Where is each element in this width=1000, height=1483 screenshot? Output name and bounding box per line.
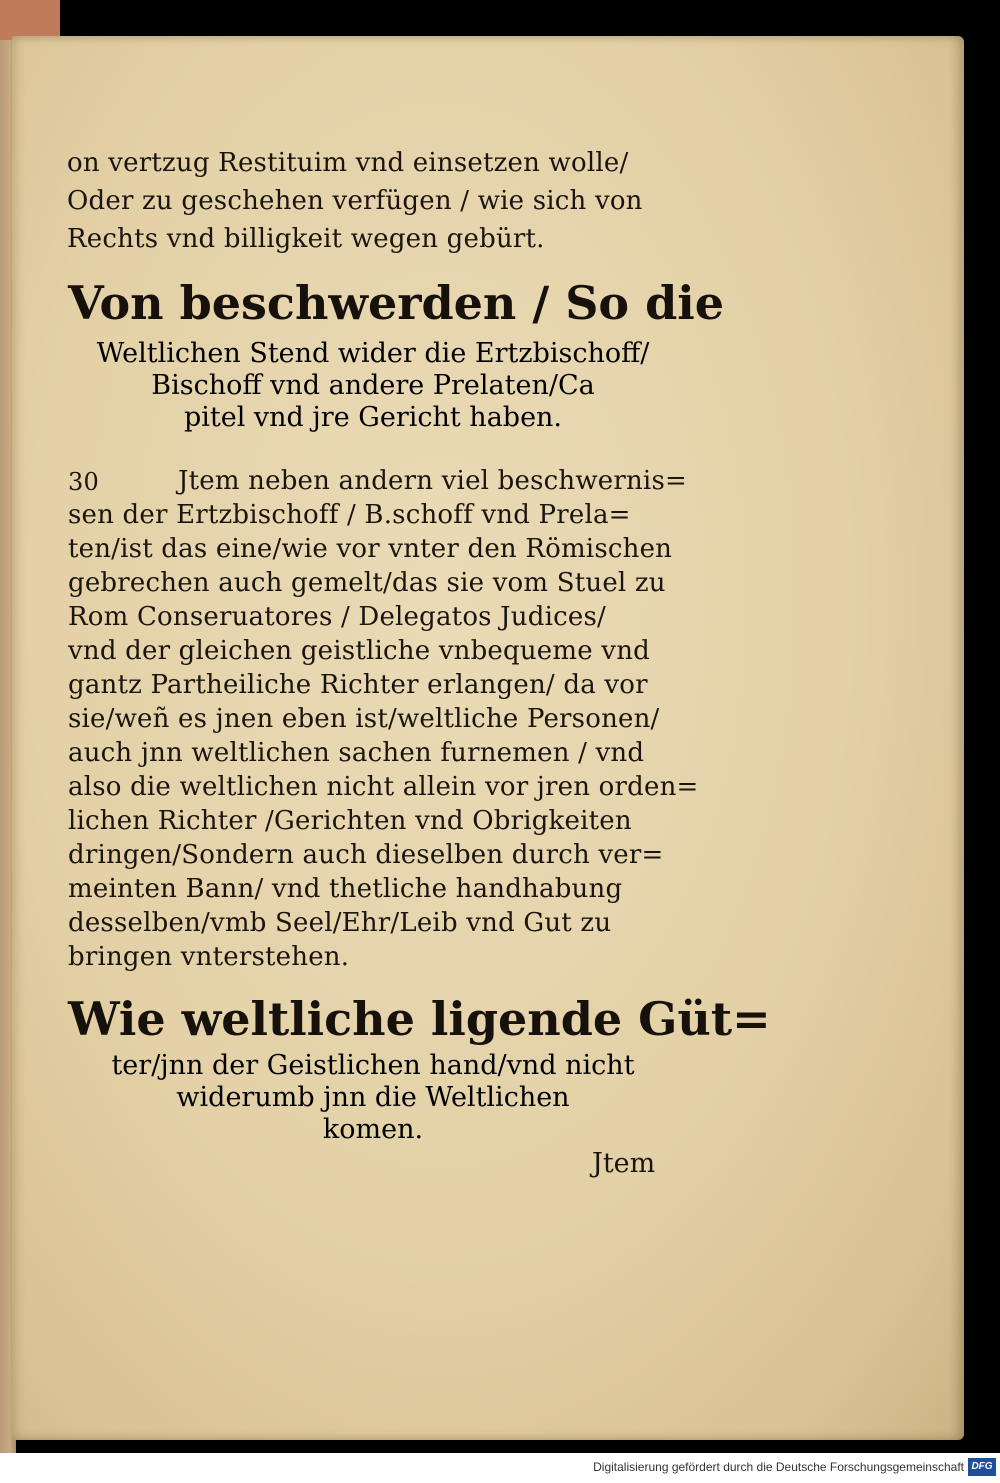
body-line-1: Jtem neben andern viel beschwernis= (178, 466, 687, 496)
body-line-12: dringen/Sondern auch dieselben durch ver= (68, 840, 664, 870)
dfg-logo-icon: DFG (968, 1458, 996, 1476)
top-line-2: Oder zu geschehen verfügen / wie sich von (67, 186, 643, 216)
body-line-3: ten/ist das eine/wie vor vnter den Römischen (68, 534, 673, 564)
footer-bar (0, 1453, 1000, 1483)
body-line-10: also die weltlichen nicht allein vor jren orden= (68, 772, 699, 802)
body-line-11: lichen Richter /Gerichten vnd Obrigkeiten (68, 806, 632, 836)
body-line-15: bringen vnterstehen. (68, 942, 350, 972)
heading2-subline-1: ter/jnn der Geistlichen hand/vnd nicht (111, 1050, 635, 1081)
body-line-9: auch jnn weltlichen sachen furnemen / vnd (68, 738, 645, 768)
heading2-subline-3: komen. (322, 1114, 424, 1145)
heading1-subline-1: Weltlichen Stend wider die Ertzbischoff/ (96, 338, 650, 369)
footer-credit: Digitalisierung gefördert durch die Deutsche Forschungsgemeinschaft (593, 1460, 964, 1474)
body-line-5: Rom Conseruatores / Delegatos Judices/ (68, 602, 606, 632)
body-line-7: gantz Partheiliche Richter erlangen/ da vor (68, 670, 648, 700)
section-number: 30 (68, 468, 99, 496)
book-page (12, 36, 964, 1440)
body-line-8: sie/weñ es jnen eben ist/weltliche Personen/ (68, 704, 660, 734)
catchword: Jtem (592, 1148, 656, 1179)
heading1-subline-2: Bischoff vnd andere Prelaten/Ca (151, 370, 595, 401)
body-line-13: meinten Bann/ vnd thetliche handhabung (68, 874, 623, 904)
body-line-6: vnd der gleichen geistliche vnbequeme vnd (68, 636, 650, 666)
body-line-4: gebrechen auch gemelt/das sie vom Stuel zu (68, 568, 666, 598)
heading1-subline-3: pitel vnd jre Gericht haben. (183, 402, 563, 433)
top-line-3: Rechts vnd billigkeit wegen gebürt. (67, 224, 545, 254)
heading2-subline-2: widerumb jnn die Weltlichen (176, 1082, 570, 1113)
body-line-14: desselben/vmb Seel/Ehr/Leib vnd Gut zu (68, 908, 612, 938)
body-line-2: sen der Ertzbischoff / B.schoff vnd Prela= (68, 500, 631, 530)
top-line-1: on vertzug Restituim vnd einsetzen wolle/ (67, 148, 629, 178)
section-heading-1: Von beschwerden / So die (68, 276, 725, 330)
section-heading-2: Wie weltliche ligende Güt= (68, 992, 771, 1046)
